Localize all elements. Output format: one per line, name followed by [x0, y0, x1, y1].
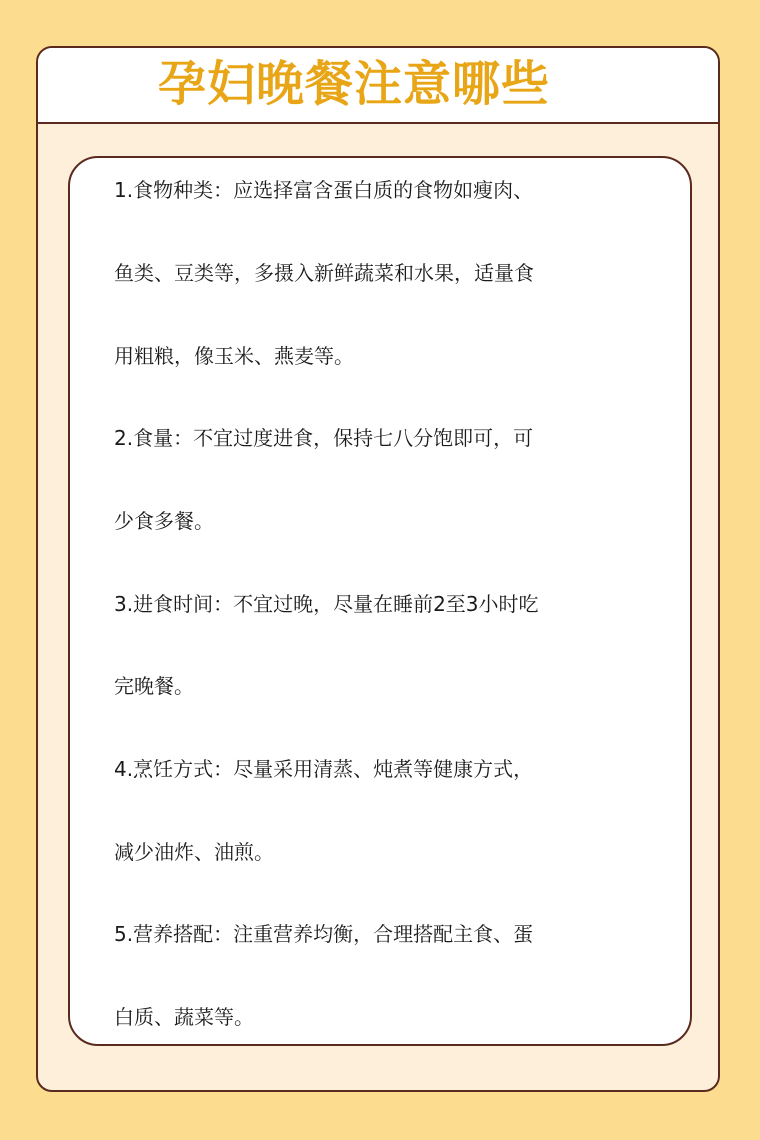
- title-bar: [38, 48, 718, 124]
- text-line: 白质、蔬菜等。: [114, 1005, 254, 1029]
- outer-card: [36, 46, 720, 1092]
- text-line: 减少油炸、油煎。: [114, 840, 274, 864]
- text-line: 鱼类、豆类等，多摄入新鲜蔬菜和水果，适量食: [114, 261, 534, 285]
- text-line: 少食多餐。: [114, 509, 214, 533]
- text-line: 完晚餐。: [114, 674, 194, 698]
- text-line: 3.进食时间：不宜过晚，尽量在睡前2至3小时吃: [114, 592, 539, 616]
- text-line: 用粗粮，像玉米、燕麦等。: [114, 344, 354, 368]
- page-title: 孕妇晚餐注意哪些: [158, 56, 551, 112]
- text-line: 1.食物种类：应选择富含蛋白质的食物如瘦肉、: [114, 178, 534, 202]
- text-line: 5.营养搭配：注重营养均衡，合理搭配主食、蛋: [114, 922, 534, 946]
- text-line: 4.烹饪方式：尽量采用清蒸、炖煮等健康方式，: [114, 757, 534, 781]
- content-card: [68, 156, 692, 1046]
- text-line: 2.食量：不宜过度进食，保持七八分饱即可，可: [114, 426, 534, 450]
